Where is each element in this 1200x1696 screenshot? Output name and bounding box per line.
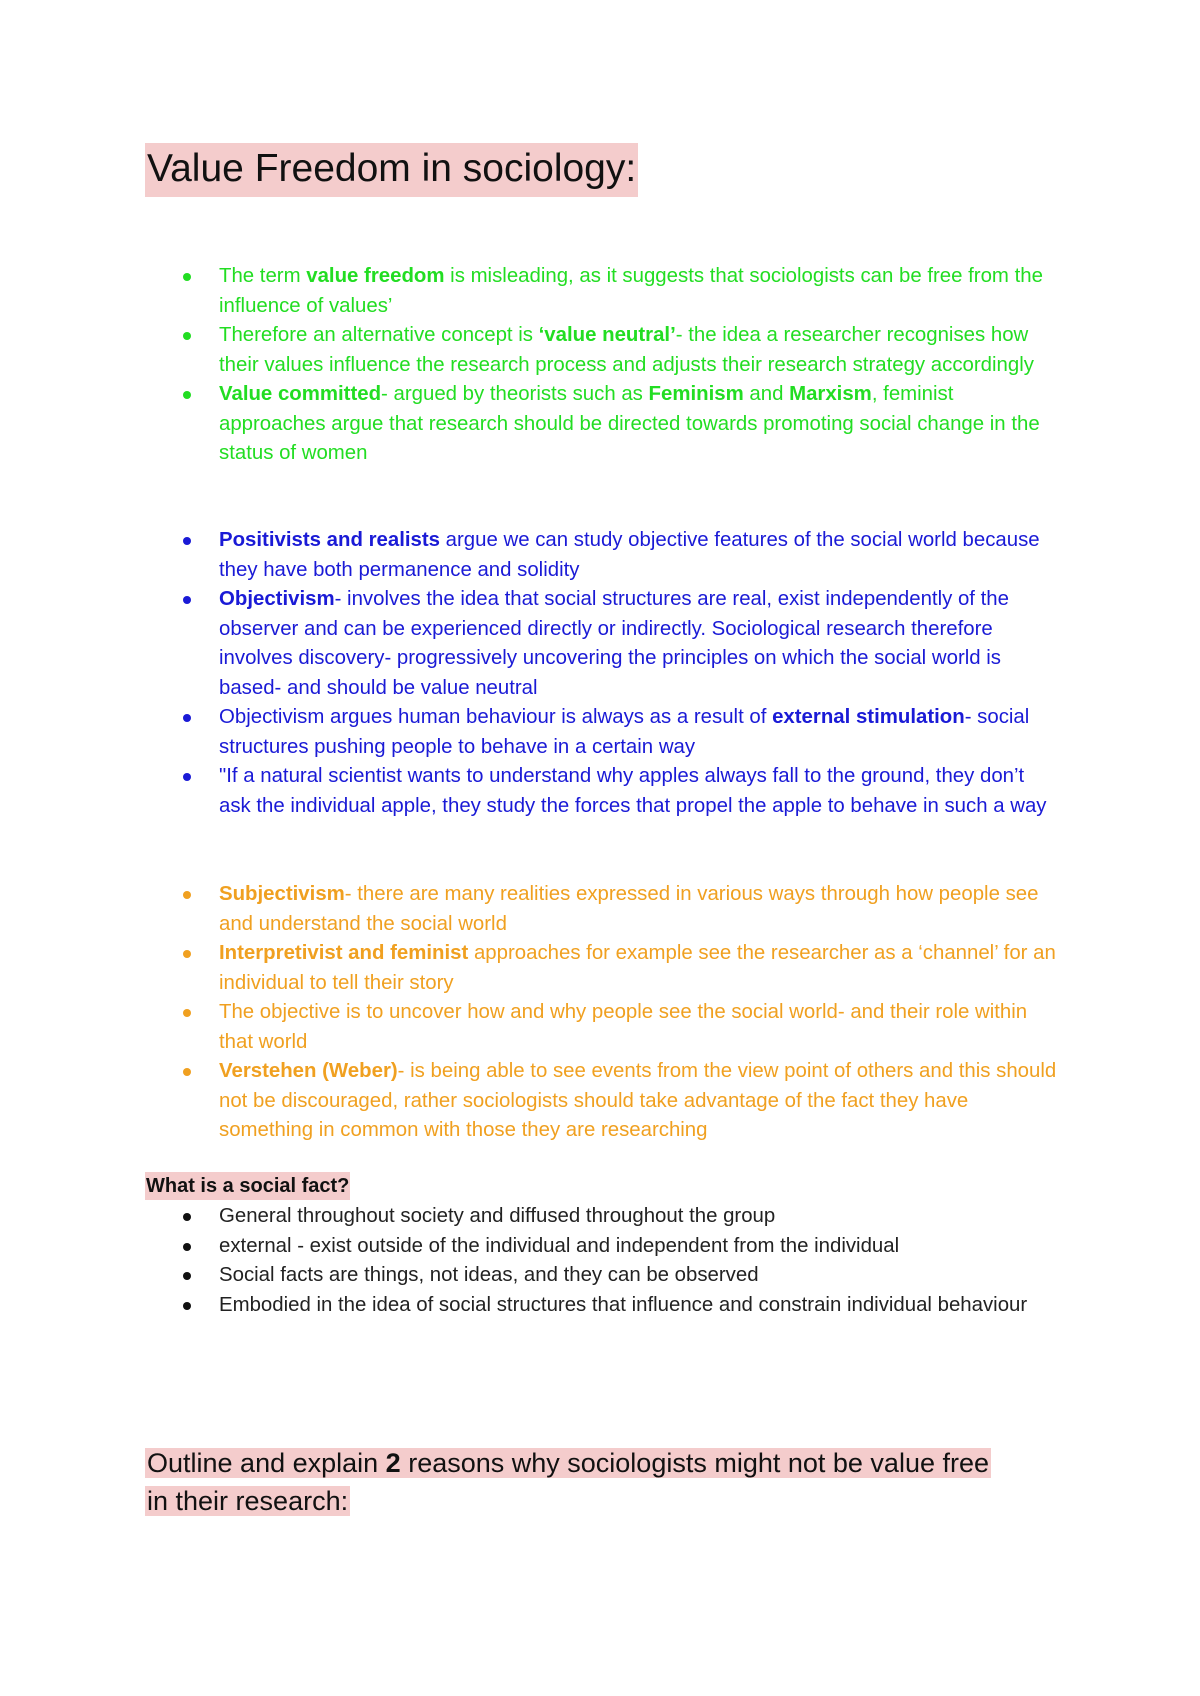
outline-text: Outline and explain [147,1448,386,1478]
item-key-term: Interpretivist and feminist [219,942,469,964]
bullet-icon [183,1243,191,1251]
item-text: , feminist approaches argue that research should be directed towards promoting social change in the status of women [219,383,1040,464]
item-key-term: value freedom [306,265,445,287]
list-item [0,380,1059,469]
list-item [0,762,1059,821]
list-item [0,880,1059,939]
item-text: "If a natural scientist wants to understand why apples always fall to the ground, they don’t ask the individual apple, they study the forces that propel the apple to behave in such a way [219,765,1047,817]
item-key-term: Feminism [648,383,744,405]
social-fact-heading: What is a social fact? [145,1172,350,1200]
list-item [0,1261,1059,1291]
bullet-icon [183,537,191,545]
item-text: and [743,383,790,405]
item-text: argue we can study objective features of the social world because they have both permanence and solidity [219,529,1040,581]
item-key-term: Subjectivism [219,883,345,905]
item-text: - there are many realities expressed in various ways through how people see and understand the social world [219,883,1039,935]
item-key-term: ‘value neutral’ [538,324,676,346]
page-title: Value Freedom in sociology: [145,143,638,197]
bullet-icon [183,1272,191,1280]
list-item [0,526,1059,585]
outline-text: reasons why sociologists might not be value free [400,1448,990,1478]
outline-line-1 [145,1448,991,1478]
list-item [0,321,1059,380]
social-fact-list [0,1202,1059,1320]
item-text: The objective is to uncover how and why people see the social world- and their role within that world [219,1001,1028,1053]
bullet-icon [183,1213,191,1221]
item-text: - is being able to see events from the view point of others and this should not be discouraged, rather sociologists should take advantage of the fact they have something in common with those they are researching [219,1060,1057,1141]
item-text: - the idea a researcher recognises how their values influence the research process and adjusts their research strategy accordingly [219,324,1034,376]
item-key-term: Verstehen (Weber) [219,1060,398,1082]
item-key-term: Value committed [219,383,382,405]
bullet-icon [183,773,191,781]
bullet-icon [183,273,191,281]
list-item [0,1057,1059,1146]
item-text: Objectivism argues human behaviour is always as a result of [219,706,773,728]
bullet-icon [183,891,191,899]
item-key-term: external stimulation [772,706,965,728]
item-text: Social facts are things, not ideas, and they can be observed [219,1264,759,1286]
item-text: Therefore an alternative concept is [219,324,539,346]
item-text: General throughout society and diffused throughout the group [219,1205,776,1227]
bullet-icon [183,1068,191,1076]
list-item [0,998,1059,1057]
list-item [0,1291,1059,1321]
list-item [0,585,1059,703]
value-freedom-list [0,262,1059,469]
outline-number: 2 [385,1448,401,1478]
bullet-icon [183,1009,191,1017]
list-item [0,939,1059,998]
item-text: external - exist outside of the individual and independent from the individual [219,1234,900,1257]
item-text: - argued by theorists such as [381,383,649,405]
bullet-icon [183,391,191,399]
bullet-icon [183,950,191,958]
objectivism-list [0,526,1059,821]
list-item [0,262,1059,321]
item-text: - involves the idea that social structures are real, exist independently of the observer and can be experienced directly or indirectly. Sociological research therefore involves discovery- progressively uncovering the principles on which the social world is based- and should be value neutral [219,588,1009,699]
outline-line-2: in their research: [147,1486,349,1516]
bullet-icon [183,714,191,722]
item-text: is misleading, as it suggests that sociologists can be free from the influence of values’ [219,265,1043,317]
bullet-icon [183,596,191,604]
list-item [0,1202,1059,1232]
item-key-term: Positivists and realists [219,529,440,551]
item-text: The term [219,265,307,287]
item-text: Embodied in the idea of social structures that influence and constrain individual behaviour [219,1293,1028,1316]
item-text: approaches for example see the researcher as a ‘channel’ for an individual to tell their story [219,942,1056,994]
list-item [0,703,1059,762]
list-item [0,1232,1059,1262]
item-key-term: Marxism [789,383,872,405]
bullet-icon [183,332,191,340]
subjectivism-list [0,880,1059,1146]
item-key-term: Objectivism [219,588,335,610]
item-text: - social structures pushing people to behave in a certain way [219,706,1030,758]
outline-question-heading [145,1444,1045,1520]
bullet-icon [183,1302,191,1310]
